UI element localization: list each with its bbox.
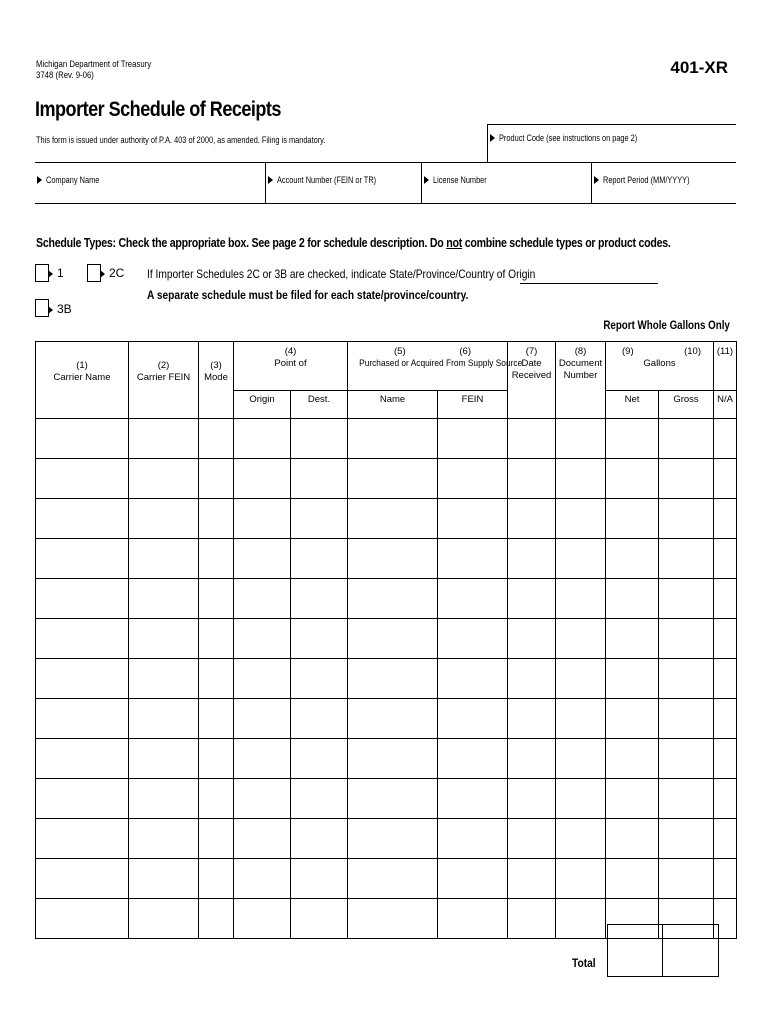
col-carrier-fein	[129, 342, 199, 419]
col-number: (8)	[574, 346, 587, 357]
entry-cell[interactable]	[714, 659, 737, 699]
entry-cell[interactable]	[291, 419, 348, 459]
separate-schedule-note	[147, 288, 525, 302]
entry-cell[interactable]	[129, 459, 199, 499]
schedule-3b-label	[48, 302, 72, 316]
entry-cell[interactable]	[438, 899, 508, 939]
entry-cell[interactable]	[199, 539, 234, 579]
col-label: Net	[624, 393, 640, 405]
entry-cell[interactable]	[199, 899, 234, 939]
entry-cell[interactable]	[36, 659, 129, 699]
schedule-instructions	[36, 236, 770, 250]
entry-cell[interactable]	[36, 819, 129, 859]
entry-cell[interactable]	[348, 539, 438, 579]
entry-cell[interactable]	[348, 699, 438, 739]
col-number: (10)	[684, 346, 701, 357]
entry-cell[interactable]	[659, 459, 714, 499]
entry-cell[interactable]	[438, 459, 508, 499]
col-label: Number	[563, 370, 598, 381]
form-revision: 3748 (Rev. 9-06)	[36, 70, 94, 81]
entry-cell[interactable]	[234, 739, 291, 779]
account-number-field[interactable]	[268, 170, 398, 188]
col-date-received	[508, 342, 556, 419]
entry-cell[interactable]	[508, 499, 556, 539]
entry-cell[interactable]	[234, 419, 291, 459]
arrow-icon	[594, 176, 599, 184]
entry-cell[interactable]	[659, 619, 714, 659]
entry-cell[interactable]	[234, 899, 291, 939]
entry-cell[interactable]	[606, 499, 659, 539]
entry-cell[interactable]	[234, 859, 291, 899]
table-row	[36, 459, 737, 499]
entry-cell[interactable]	[438, 579, 508, 619]
entry-cell[interactable]	[556, 819, 606, 859]
entry-cell[interactable]	[348, 819, 438, 859]
instructions-emphasis: not	[446, 236, 463, 250]
entry-cell[interactable]	[199, 739, 234, 779]
table-row	[36, 499, 737, 539]
entry-cell[interactable]	[199, 419, 234, 459]
entry-cell[interactable]	[291, 579, 348, 619]
entry-cell[interactable]	[659, 699, 714, 739]
entry-cell[interactable]	[348, 419, 438, 459]
product-code-label: Product Code (see instructions on page 2)	[499, 133, 638, 143]
authority-text: This form is issued under authority of P.A. 403 of 2000, as amended. Filing is mandatory.	[36, 135, 326, 145]
entry-cell[interactable]	[606, 619, 659, 659]
form-number: 401-XR	[670, 58, 728, 77]
entry-cell[interactable]	[129, 539, 199, 579]
entry-cell[interactable]	[36, 499, 129, 539]
col-number: (11)	[716, 346, 734, 357]
col-label: FEIN	[461, 393, 484, 405]
fields-bottom-rule	[35, 203, 736, 204]
table-row	[36, 659, 737, 699]
entry-cell[interactable]	[199, 699, 234, 739]
entry-cell[interactable]	[291, 659, 348, 699]
schedule-1-label	[48, 266, 64, 280]
entry-cell[interactable]	[714, 539, 737, 579]
col-na-sub	[714, 390, 737, 418]
entry-cell[interactable]	[508, 779, 556, 819]
entry-cell[interactable]	[659, 859, 714, 899]
entry-cell[interactable]	[291, 459, 348, 499]
field-divider	[591, 162, 592, 203]
table-row	[36, 739, 737, 779]
entry-cell[interactable]	[438, 539, 508, 579]
origin-note	[147, 267, 604, 281]
arrow-icon	[37, 176, 42, 184]
arrow-icon	[48, 270, 53, 278]
total-na-spacer	[719, 925, 744, 977]
product-code-field[interactable]	[490, 128, 668, 146]
separate-schedule-text: A separate schedule must be filed for each state/province/country.	[147, 288, 469, 302]
entry-cell[interactable]	[606, 419, 659, 459]
entry-cell[interactable]	[508, 539, 556, 579]
entry-cell[interactable]	[438, 739, 508, 779]
col-label: Carrier FEIN	[136, 372, 191, 383]
col-label: Origin	[249, 393, 275, 405]
entry-cell[interactable]	[234, 459, 291, 499]
entry-cell[interactable]	[438, 499, 508, 539]
entry-cell[interactable]	[291, 739, 348, 779]
entry-cell[interactable]	[714, 699, 737, 739]
total-label	[572, 956, 600, 970]
entry-cell[interactable]	[659, 659, 714, 699]
total-box	[607, 924, 743, 977]
total-text: Total	[572, 956, 596, 970]
col-number: (2)	[157, 360, 170, 371]
entry-cell[interactable]	[291, 499, 348, 539]
entry-cell[interactable]	[36, 419, 129, 459]
entry-cell[interactable]	[556, 459, 606, 499]
entry-cell[interactable]	[508, 859, 556, 899]
entry-cell[interactable]	[556, 739, 606, 779]
report-period-label: Report Period (MM/YYYY)	[603, 175, 690, 185]
entry-cell[interactable]	[291, 899, 348, 939]
col-number: (1)	[76, 360, 88, 371]
table-header-row	[36, 342, 737, 391]
col-label: N/A	[717, 393, 733, 405]
entry-cell[interactable]	[606, 659, 659, 699]
col-label: Carrier Name	[53, 372, 111, 383]
product-code-divider	[487, 124, 488, 162]
company-name-label: Company Name	[46, 175, 100, 185]
arrow-icon	[424, 176, 429, 184]
col-point-of	[234, 342, 348, 391]
entry-cell[interactable]	[508, 579, 556, 619]
authority-statement	[36, 135, 389, 145]
col-gross-gallons	[659, 390, 714, 418]
license-number-label: License Number	[433, 175, 487, 185]
arrow-icon	[268, 176, 273, 184]
entry-cell[interactable]	[291, 699, 348, 739]
entry-cell[interactable]	[234, 619, 291, 659]
entry-cell[interactable]	[234, 499, 291, 539]
col-label: Mode	[204, 372, 228, 383]
entry-cell[interactable]	[129, 899, 199, 939]
entry-cell[interactable]	[508, 899, 556, 939]
table-row	[36, 579, 737, 619]
entry-cell[interactable]	[606, 459, 659, 499]
entry-cell[interactable]	[508, 659, 556, 699]
entry-cell[interactable]	[508, 699, 556, 739]
entry-cell[interactable]	[36, 899, 129, 939]
total-net-cell[interactable]	[608, 925, 663, 977]
entry-cell[interactable]	[714, 419, 737, 459]
entry-cell[interactable]	[199, 819, 234, 859]
entry-cell[interactable]	[714, 499, 737, 539]
field-divider	[265, 162, 266, 203]
entry-cell[interactable]	[348, 499, 438, 539]
entry-cell[interactable]	[606, 859, 659, 899]
entry-cell[interactable]	[659, 539, 714, 579]
entry-cell[interactable]	[438, 859, 508, 899]
entry-cell[interactable]	[199, 579, 234, 619]
col-number: (3)	[210, 360, 222, 371]
receipts-table	[35, 341, 737, 939]
schedule-2c-checkbox[interactable]	[87, 264, 101, 282]
product-code-top-rule	[487, 124, 736, 125]
report-whole-gallons-note	[581, 320, 730, 332]
entry-cell[interactable]	[508, 619, 556, 659]
entry-cell[interactable]	[556, 419, 606, 459]
entry-cell[interactable]	[291, 859, 348, 899]
entry-cell[interactable]	[199, 499, 234, 539]
schedule-1-checkbox[interactable]	[35, 264, 49, 282]
entry-cell[interactable]	[556, 499, 606, 539]
option-text: 1	[57, 266, 64, 280]
entry-cell[interactable]	[556, 619, 606, 659]
entry-cell[interactable]	[556, 539, 606, 579]
entry-cell[interactable]	[348, 659, 438, 699]
entry-cell[interactable]	[36, 739, 129, 779]
entry-cell[interactable]	[606, 579, 659, 619]
entry-cell[interactable]	[556, 659, 606, 699]
col-number: (7)	[525, 346, 538, 357]
col-label: Name	[379, 393, 406, 405]
entry-cell[interactable]	[438, 619, 508, 659]
entry-cell[interactable]	[129, 819, 199, 859]
col-document-number	[556, 342, 606, 419]
entry-cell[interactable]	[291, 619, 348, 659]
entry-cell[interactable]	[659, 419, 714, 459]
col-label: Received	[511, 370, 552, 381]
entry-cell[interactable]	[606, 819, 659, 859]
entry-cell[interactable]	[234, 659, 291, 699]
origin-input[interactable]	[520, 283, 658, 284]
entry-cell[interactable]	[659, 819, 714, 859]
col-number: (6)	[459, 346, 471, 357]
agency-line: Michigan Department of Treasury	[36, 59, 152, 70]
col-carrier-name	[36, 342, 129, 419]
entry-cell[interactable]	[508, 459, 556, 499]
entry-cell[interactable]	[199, 779, 234, 819]
schedule-2c-label	[100, 266, 124, 280]
entry-cell[interactable]	[508, 419, 556, 459]
entry-cell[interactable]	[508, 819, 556, 859]
col-number: (4)	[284, 346, 297, 357]
entry-cell[interactable]	[714, 819, 737, 859]
col-label: Document	[558, 358, 603, 369]
fields-top-rule	[35, 162, 736, 163]
entry-cell[interactable]	[234, 819, 291, 859]
schedule-3b-checkbox[interactable]	[35, 299, 49, 317]
entry-cell[interactable]	[291, 819, 348, 859]
entry-cell[interactable]	[129, 619, 199, 659]
table-row	[36, 619, 737, 659]
table-row	[36, 419, 737, 459]
entry-cell[interactable]	[348, 899, 438, 939]
entry-cell[interactable]	[129, 699, 199, 739]
entry-cell[interactable]	[606, 699, 659, 739]
col-supplier-name	[348, 390, 438, 418]
entry-cell[interactable]	[199, 459, 234, 499]
company-name-field[interactable]	[37, 170, 111, 188]
page-title	[35, 98, 321, 122]
entry-cell[interactable]	[291, 779, 348, 819]
entry-cell[interactable]	[129, 499, 199, 539]
col-origin	[234, 390, 291, 418]
entry-cell[interactable]	[556, 859, 606, 899]
entry-cell[interactable]	[556, 579, 606, 619]
entry-cell[interactable]	[606, 779, 659, 819]
entry-cell[interactable]	[508, 739, 556, 779]
option-text: 3B	[57, 302, 72, 316]
entry-cell[interactable]	[714, 739, 737, 779]
entry-cell[interactable]	[234, 699, 291, 739]
col-dest	[291, 390, 348, 418]
entry-cell[interactable]	[129, 419, 199, 459]
instructions-text: Schedule Types: Check the appropriate box. See page 2 for schedule description. Do	[36, 236, 447, 250]
col-label: Purchased or Acquired From Supply Source	[359, 358, 523, 369]
entry-cell[interactable]	[556, 699, 606, 739]
field-divider	[421, 162, 422, 203]
entry-cell[interactable]	[659, 579, 714, 619]
agency-name	[36, 59, 176, 81]
arrow-icon	[48, 306, 53, 314]
entry-cell[interactable]	[199, 619, 234, 659]
entry-cell[interactable]	[714, 459, 737, 499]
entry-cell[interactable]	[348, 459, 438, 499]
total-gross-cell[interactable]	[663, 925, 719, 977]
entry-cell[interactable]	[129, 659, 199, 699]
report-period-field[interactable]	[594, 170, 709, 188]
col-supplier-fein	[438, 390, 508, 418]
entry-cell[interactable]	[606, 539, 659, 579]
col-na	[714, 342, 737, 391]
table-row	[36, 539, 737, 579]
table-row	[36, 699, 737, 739]
report-note-text: Report Whole Gallons Only	[603, 320, 730, 332]
entry-cell[interactable]	[438, 819, 508, 859]
entry-cell[interactable]	[714, 859, 737, 899]
col-number: (9)	[622, 346, 634, 357]
entry-cell[interactable]	[234, 579, 291, 619]
instructions-text: combine schedule types or product codes.	[462, 236, 671, 250]
entry-cell[interactable]	[348, 859, 438, 899]
entry-cell[interactable]	[714, 779, 737, 819]
entry-cell[interactable]	[438, 659, 508, 699]
entry-cell[interactable]	[36, 699, 129, 739]
entry-cell[interactable]	[36, 459, 129, 499]
col-number: (5)	[394, 346, 406, 357]
col-gallons	[606, 342, 714, 391]
entry-cell[interactable]	[129, 579, 199, 619]
col-supply-source	[348, 342, 523, 391]
entry-cell[interactable]	[199, 659, 234, 699]
col-net-gallons	[606, 390, 659, 418]
origin-note-text: If Importer Schedules 2C or 3B are checked, indicate State/Province/Country of Origin	[147, 267, 536, 281]
entry-cell[interactable]	[348, 779, 438, 819]
license-number-field[interactable]	[424, 170, 499, 188]
entry-cell[interactable]	[438, 699, 508, 739]
entry-cell[interactable]	[348, 619, 438, 659]
col-label: Gallons	[643, 358, 676, 369]
col-mode	[199, 342, 234, 419]
entry-cell[interactable]	[348, 579, 438, 619]
arrow-icon	[100, 270, 105, 278]
table-row	[36, 859, 737, 899]
table-row	[36, 779, 737, 819]
col-label: Date	[521, 358, 542, 369]
entry-cell[interactable]	[129, 779, 199, 819]
col-label: Gross	[673, 393, 699, 405]
entry-cell[interactable]	[291, 539, 348, 579]
entry-cell[interactable]	[714, 579, 737, 619]
entry-cell[interactable]	[556, 779, 606, 819]
entry-cell[interactable]	[348, 739, 438, 779]
entry-cell[interactable]	[36, 539, 129, 579]
entry-cell[interactable]	[129, 739, 199, 779]
entry-cell[interactable]	[234, 539, 291, 579]
entry-cell[interactable]	[659, 499, 714, 539]
table-row	[36, 819, 737, 859]
title-text: Importer Schedule of Receipts	[35, 98, 281, 121]
entry-cell[interactable]	[36, 859, 129, 899]
entry-cell[interactable]	[606, 739, 659, 779]
entry-cell[interactable]	[36, 619, 129, 659]
entry-cell[interactable]	[36, 779, 129, 819]
entry-cell[interactable]	[199, 859, 234, 899]
entry-cell[interactable]	[36, 579, 129, 619]
entry-cell[interactable]	[714, 619, 737, 659]
arrow-icon	[490, 134, 495, 142]
entry-cell[interactable]	[438, 419, 508, 459]
table-body	[36, 419, 737, 939]
entry-cell[interactable]	[556, 899, 606, 939]
entry-cell[interactable]	[234, 779, 291, 819]
entry-cell[interactable]	[659, 779, 714, 819]
entry-cell[interactable]	[438, 779, 508, 819]
col-label: Dest.	[307, 393, 331, 405]
entry-cell[interactable]	[129, 859, 199, 899]
col-label: Point of	[274, 358, 307, 369]
option-text: 2C	[109, 266, 125, 280]
account-number-label: Account Number (FEIN or TR)	[277, 175, 377, 185]
entry-cell[interactable]	[659, 739, 714, 779]
